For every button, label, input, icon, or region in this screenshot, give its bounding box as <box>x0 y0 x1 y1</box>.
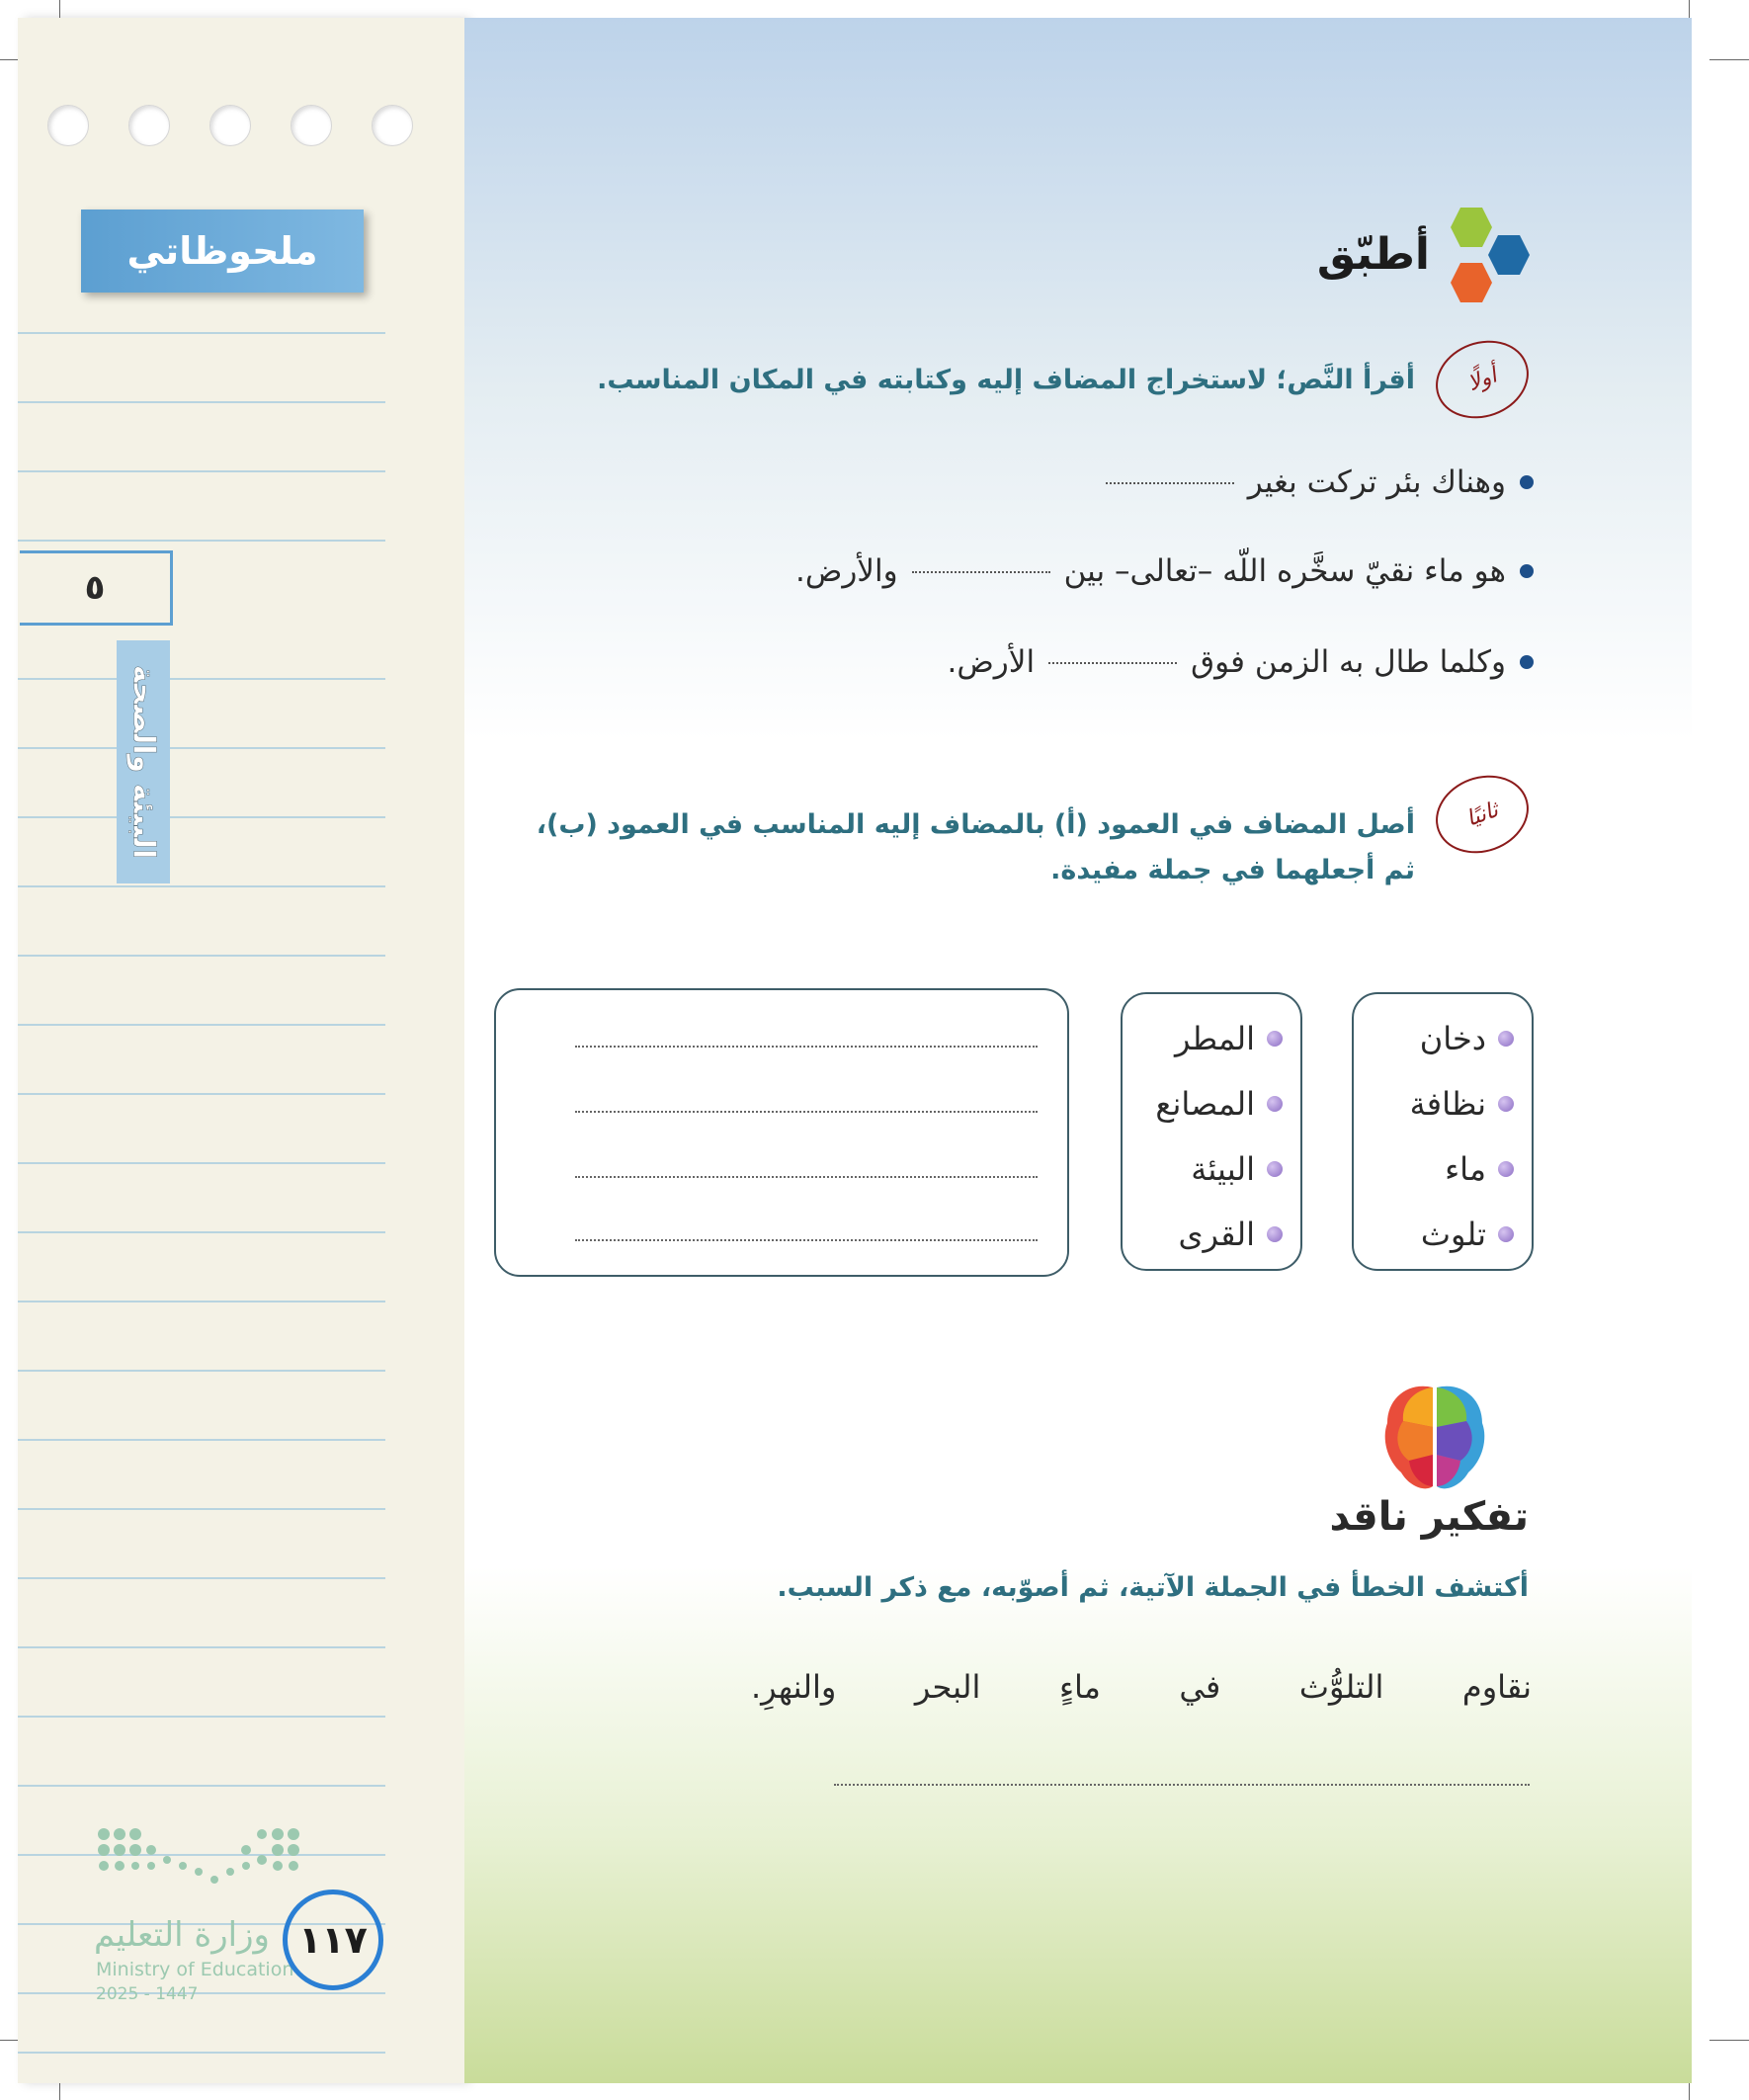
bullet-icon <box>1520 655 1534 669</box>
crop-mark <box>1709 59 1749 60</box>
bullet-icon <box>1498 1096 1514 1112</box>
ruled-line <box>18 332 385 334</box>
unit-number-box: ٥ <box>20 550 173 626</box>
column-a-item[interactable] <box>1354 1071 1514 1136</box>
ministry-name-ar: وزارة التعليم <box>94 1915 270 1955</box>
ruled-line <box>18 1992 385 1994</box>
ruled-line <box>18 816 385 818</box>
ruled-line <box>18 1508 385 1510</box>
ruled-line <box>18 1646 385 1648</box>
answer-line[interactable] <box>575 1239 1038 1241</box>
part2-instruction-line2: ثم أجعلهما في جملة مفيدة. <box>1050 854 1415 885</box>
ruled-line <box>18 1577 385 1579</box>
ruled-line <box>18 955 385 957</box>
bullet-icon <box>1498 1031 1514 1047</box>
bullet-icon <box>1267 1031 1283 1047</box>
answer-blank[interactable] <box>912 570 1050 573</box>
ruled-line <box>18 1716 385 1718</box>
bullet-icon <box>1520 564 1534 578</box>
bullet-icon <box>1498 1161 1514 1177</box>
binder-hole <box>128 105 170 146</box>
answer-blank[interactable] <box>1106 481 1234 484</box>
sentence-word: نقاوم <box>1461 1668 1532 1706</box>
column-b-item[interactable] <box>1123 1202 1283 1267</box>
item-label: البيئة <box>1191 1150 1255 1188</box>
answer-line[interactable] <box>575 1111 1038 1113</box>
item-label: القرى <box>1178 1216 1255 1253</box>
binder-hole <box>209 105 251 146</box>
sentence-word: ماءٍ <box>1058 1668 1101 1706</box>
list-item <box>795 553 1534 589</box>
unit-title: البيئة والصحة <box>125 664 161 860</box>
answer-line[interactable] <box>575 1046 1038 1048</box>
list-item <box>947 644 1534 680</box>
answer-box <box>494 988 1069 1277</box>
sentence-word: في <box>1179 1668 1221 1706</box>
answer-blank[interactable] <box>1048 661 1177 664</box>
badge-first: أولًا <box>1425 328 1540 431</box>
bullet-icon <box>1267 1161 1283 1177</box>
ruled-line <box>18 1093 385 1095</box>
sentence-word: التلوُّث <box>1298 1668 1384 1706</box>
ministry-name-en: Ministry of Education <box>96 1959 294 1980</box>
column-b-item[interactable] <box>1123 1071 1283 1136</box>
ruled-line <box>18 1370 385 1372</box>
item-label: المصانع <box>1155 1085 1255 1123</box>
ruled-line <box>18 470 385 472</box>
list-item <box>1106 464 1534 500</box>
column-a <box>1352 992 1534 1271</box>
ruled-line <box>18 1231 385 1233</box>
error-sentence <box>751 1668 1532 1706</box>
bullet-icon <box>1498 1226 1514 1242</box>
critical-thinking-title: تفكير ناقد <box>1329 1494 1529 1540</box>
column-b-item[interactable] <box>1123 1006 1283 1071</box>
item-label: نظافة <box>1409 1085 1486 1123</box>
notes-tab: ملحوظاتي <box>81 210 364 293</box>
ruled-line <box>18 1301 385 1302</box>
binder-hole <box>372 105 413 146</box>
brain-icon <box>1379 1378 1490 1496</box>
item-text: وكلما طال به الزمن فوق <box>1191 644 1506 680</box>
ruled-line <box>18 678 385 680</box>
item-label: المطر <box>1174 1020 1255 1057</box>
ruled-line <box>18 2052 385 2054</box>
part2-instruction-line1: أصل المضاف في العمود (أ) بالمضاف إليه المناسب في العمود (ب)، <box>536 809 1415 840</box>
item-label: تلوث <box>1420 1216 1486 1253</box>
item-text-after: والأرض. <box>794 553 898 589</box>
column-a-item[interactable] <box>1354 1006 1514 1071</box>
item-label: ماء <box>1445 1150 1486 1188</box>
ministry-logo-icon <box>94 1820 311 1909</box>
item-text-after: الأرض. <box>947 644 1036 680</box>
apply-heading: أطبّق <box>1316 229 1430 280</box>
unit-title-ribbon <box>117 640 170 883</box>
badge-second: ثانيًا <box>1425 763 1540 866</box>
binder-hole <box>291 105 332 146</box>
ruled-line <box>18 885 385 887</box>
ruled-line <box>18 1162 385 1164</box>
ruled-line <box>18 540 385 542</box>
bullet-icon <box>1267 1096 1283 1112</box>
column-a-item[interactable] <box>1354 1136 1514 1202</box>
correction-line[interactable] <box>834 1784 1530 1786</box>
bullet-icon <box>1520 475 1534 489</box>
notes-sidebar <box>18 18 464 2083</box>
hexagons-icon <box>1431 204 1534 310</box>
ruled-line <box>18 747 385 749</box>
binder-hole <box>47 105 89 146</box>
column-a-item[interactable] <box>1354 1202 1514 1267</box>
bullet-icon <box>1267 1226 1283 1242</box>
item-text: وهناك بئر تركت بغير <box>1247 464 1506 500</box>
ruled-line <box>18 1439 385 1441</box>
crop-mark <box>1709 2040 1749 2041</box>
edition-year: 2025 - 1447 <box>96 1984 199 2004</box>
critical-instruction: أكتشف الخطأ في الجملة الآتية، ثم أصوّبه، مع ذكر السبب. <box>777 1572 1529 1603</box>
ruled-line <box>18 1024 385 1026</box>
item-text: هو ماء نقيّ سخَّره اللّه –تعالى– بين <box>1063 553 1506 589</box>
sentence-word: والنهرِ. <box>751 1668 837 1706</box>
answer-line[interactable] <box>575 1176 1038 1178</box>
part2-instruction <box>537 802 1415 893</box>
ruled-line <box>18 1785 385 1787</box>
item-label: دخان <box>1419 1020 1486 1057</box>
page-number: ١١٧ <box>283 1890 383 1990</box>
part1-instruction: أقرأ النَّص؛ لاستخراج المضاف إليه وكتابته في المكان المناسب. <box>597 365 1415 395</box>
ruled-line <box>18 401 385 403</box>
sentence-word: البحر <box>914 1668 981 1706</box>
column-b-item[interactable] <box>1123 1136 1283 1202</box>
column-b <box>1121 992 1302 1271</box>
